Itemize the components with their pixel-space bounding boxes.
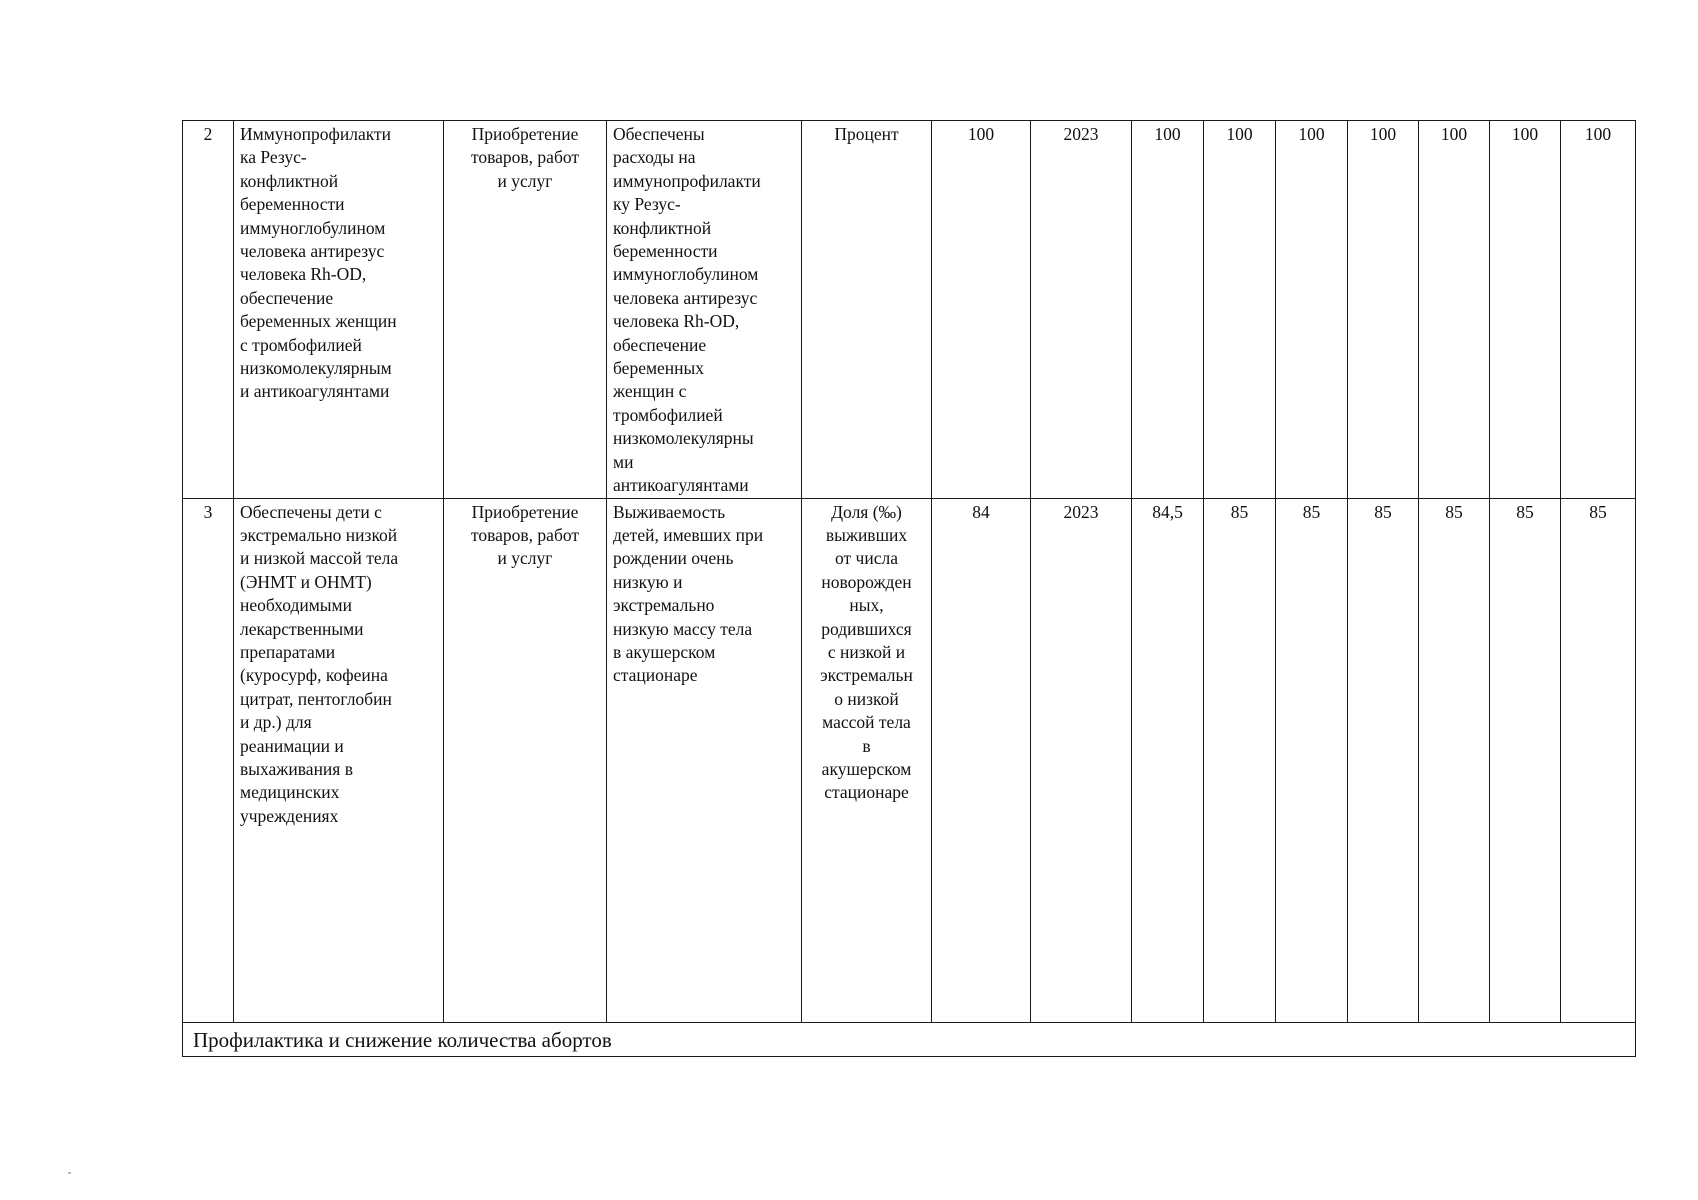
row-value-6: 85 [1490, 498, 1561, 1022]
row-base-year: 2023 [1031, 498, 1132, 1022]
row-name: Обеспечены дети с экстремально низкой и низкой массой тела (ЭНМТ и ОНМТ) необходимыми лекарственными препаратами (куросурф, кофеина цитрат, пентоглобин и др.) для реанимации и выхаживания в медицинских учреждениях [234, 498, 444, 1022]
row-unit: Доля (‰) выживших от числа новорожден ных, родившихся с низкой и экстремальн о низкой массой тела в акушерском стационаре [802, 498, 932, 1022]
row-value-4: 85 [1348, 498, 1419, 1022]
section-row [183, 1022, 1636, 1056]
row-number: 2 [183, 121, 234, 499]
row-value-5: 100 [1419, 121, 1490, 499]
row-result: Выживаемость детей, имевших при рождении очень низкую и экстремально низкую массу тела в акушерском стационаре [607, 498, 802, 1022]
row-result: Обеспечены расходы на иммунопрофилакти ку Резус- конфликтной беременности иммуноглобулином человека антирезус человека Rh-OD, обеспечение беременных женщин с тромбофилией низкомолекулярны ми антикоагулянтами [607, 121, 802, 499]
row-value-7: 85 [1561, 498, 1636, 1022]
row-base-value: 100 [932, 121, 1031, 499]
row-unit: Процент [802, 121, 932, 499]
row-value-6: 100 [1490, 121, 1561, 499]
row-value-2: 100 [1204, 121, 1276, 499]
row-value-2: 85 [1204, 498, 1276, 1022]
row-value-1: 84,5 [1132, 498, 1204, 1022]
row-value-3: 85 [1276, 498, 1348, 1022]
row-value-3: 100 [1276, 121, 1348, 499]
row-number: 3 [183, 498, 234, 1022]
row-type: Приобретение товаров, работ и услуг [444, 121, 607, 499]
row-value-7: 100 [1561, 121, 1636, 499]
row-value-5: 85 [1419, 498, 1490, 1022]
table-row [183, 498, 1636, 1022]
table-row [183, 121, 1636, 499]
row-name: Иммунопрофилакти ка Резус- конфликтной беременности иммуноглобулином человека антирезус человека Rh-OD, обеспечение беременных женщин с тромбофилией низкомолекулярным и антикоагулянтами [234, 121, 444, 499]
scan-speck [68, 1172, 71, 1174]
section-title: Профилактика и снижение количества абортов [183, 1022, 1636, 1056]
row-type: Приобретение товаров, работ и услуг [444, 498, 607, 1022]
indicators-table [182, 120, 1636, 1057]
row-value-1: 100 [1132, 121, 1204, 499]
row-value-4: 100 [1348, 121, 1419, 499]
row-base-year: 2023 [1031, 121, 1132, 499]
row-base-value: 84 [932, 498, 1031, 1022]
